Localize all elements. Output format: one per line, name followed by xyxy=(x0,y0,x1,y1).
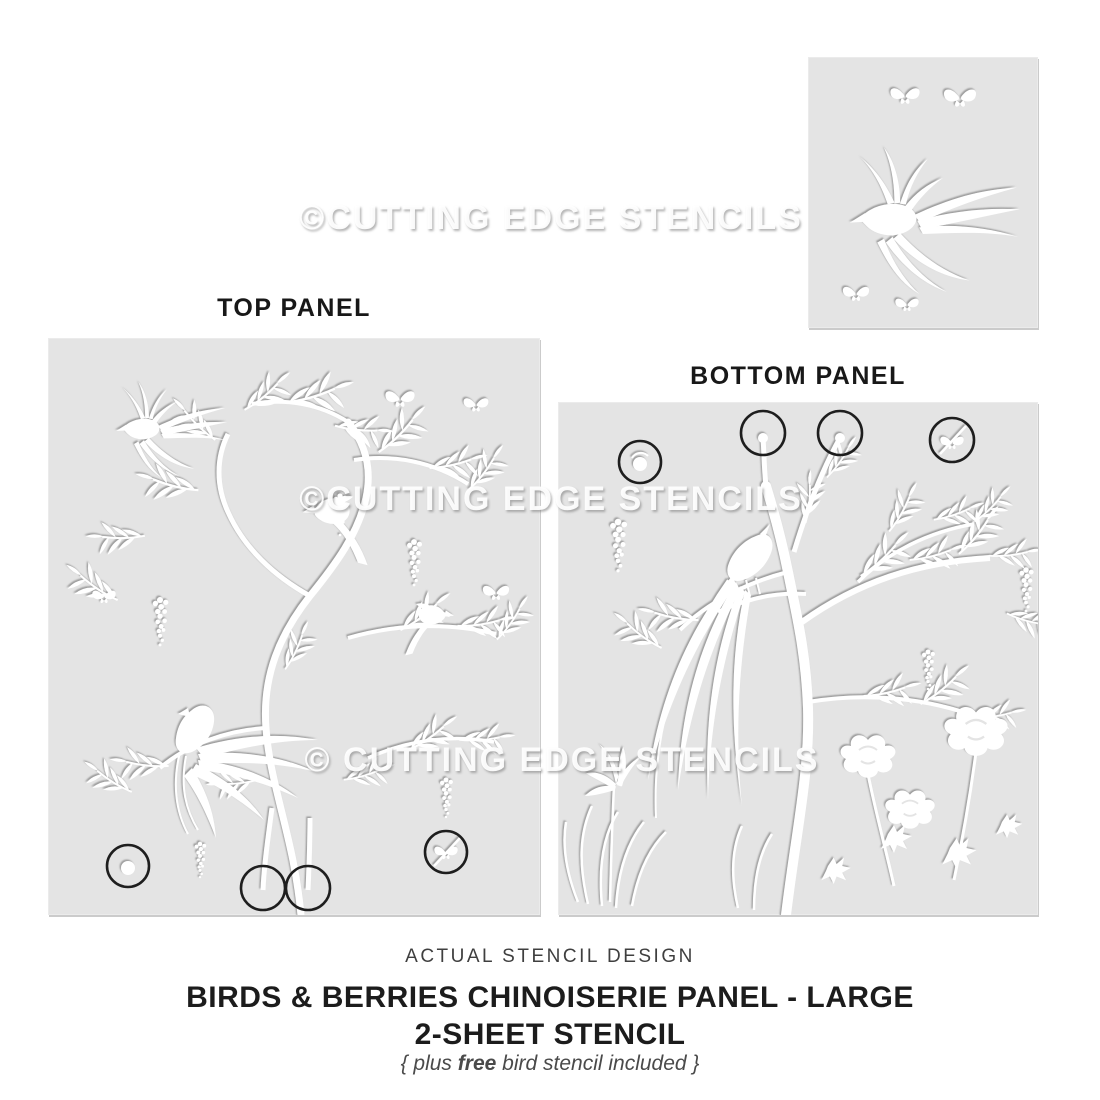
bottom-panel-foliage xyxy=(565,426,1039,915)
free-bird-stencil-art xyxy=(808,57,1038,328)
caption-note-open: { plus xyxy=(400,1052,458,1075)
watermark-middle: ©CUTTING EDGE STENCILS xyxy=(299,480,803,518)
caption-note-free: free xyxy=(457,1052,497,1075)
free-bird-stencil-sheet xyxy=(808,57,1038,328)
small-bird-art xyxy=(405,603,454,655)
bottom-panel-label: BOTTOM PANEL xyxy=(690,362,906,390)
bird-of-paradise-art xyxy=(648,524,773,818)
product-title-line2: 2-SHEET STENCIL xyxy=(414,1018,686,1051)
top-panel-stencil-art xyxy=(48,338,540,915)
registration-marks-bottom-panel xyxy=(619,411,974,483)
top-panel-stencil-sheet xyxy=(48,338,540,915)
caption-note-close: bird stencil included } xyxy=(496,1052,700,1075)
caption-kicker: ACTUAL STENCIL DESIGN xyxy=(405,946,695,967)
watermark-lower: © CUTTING EDGE STENCILS xyxy=(304,741,820,779)
top-panel-foliage xyxy=(60,366,540,915)
bottom-panel-stencil-sheet xyxy=(558,402,1038,915)
grass-art xyxy=(565,806,773,910)
caption-note xyxy=(0,1052,1100,1076)
product-title-line1: BIRDS & BERRIES CHINOISERIE PANEL - LARGE xyxy=(186,981,914,1014)
bird-of-paradise-art xyxy=(176,706,318,838)
bottom-panel-stencil-art xyxy=(558,402,1038,915)
flying-bird-art xyxy=(843,88,1020,311)
top-panel-label: TOP PANEL xyxy=(217,294,371,322)
watermark-top: ©CUTTING EDGE STENCILS xyxy=(299,199,803,237)
